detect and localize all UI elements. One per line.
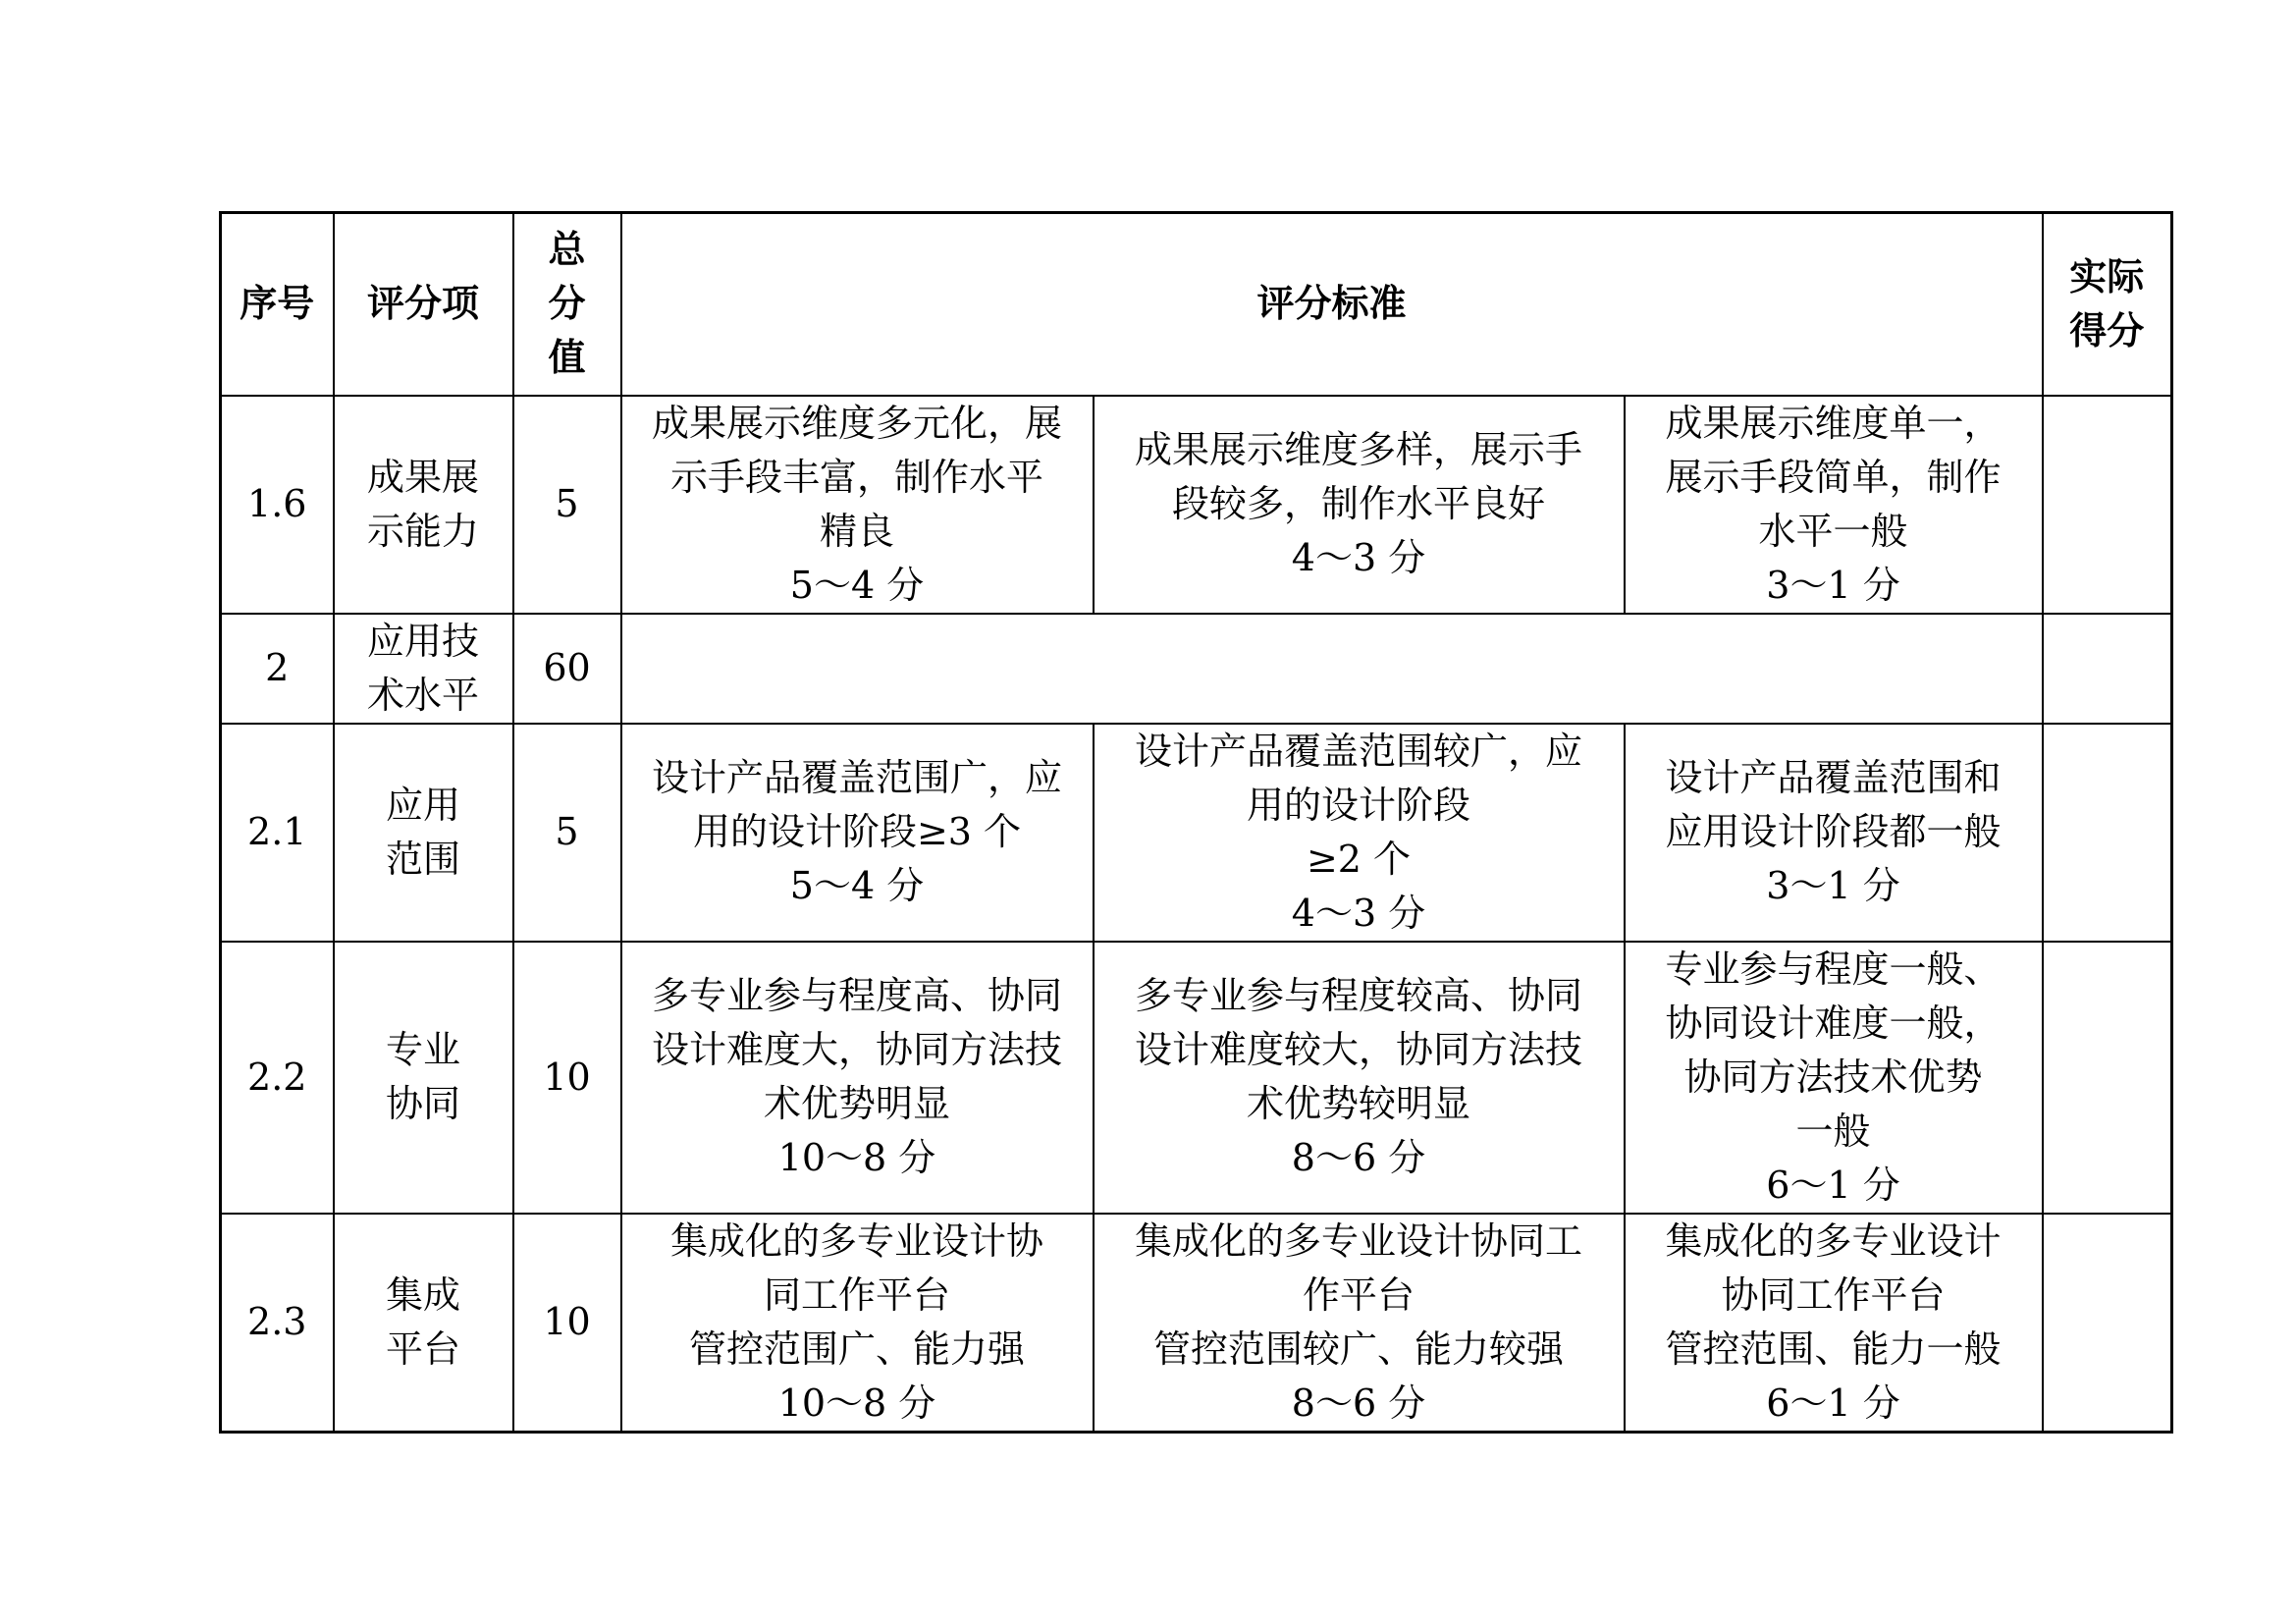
criteria-empty	[621, 614, 2043, 724]
header-item: 评分项	[334, 213, 513, 396]
header-no: 序号	[221, 213, 334, 396]
row-no: 1.6	[221, 396, 334, 614]
row-total: 10	[513, 1214, 621, 1433]
criteria-medium: 成果展示维度多样，展示手 段较多，制作水平良好 4～3 分	[1094, 396, 1625, 614]
row-item: 成果展 示能力	[334, 396, 513, 614]
row-item: 专业 协同	[334, 942, 513, 1214]
table-row	[221, 1214, 2172, 1433]
row-total: 10	[513, 942, 621, 1214]
row-no: 2.2	[221, 942, 334, 1214]
criteria-low: 专业参与程度一般、 协同设计难度一般， 协同方法技术优势 一般 6～1 分	[1625, 942, 2043, 1214]
criteria-medium: 设计产品覆盖范围较广，应 用的设计阶段 ≥2 个 4～3 分	[1094, 724, 1625, 942]
criteria-low: 成果展示维度单一， 展示手段简单，制作 水平一般 3～1 分	[1625, 396, 2043, 614]
actual-score-cell[interactable]	[2043, 1214, 2172, 1433]
row-item: 集成 平台	[334, 1214, 513, 1433]
actual-score-cell[interactable]	[2043, 614, 2172, 724]
scoring-table	[219, 211, 2173, 1434]
row-item: 应用技 术水平	[334, 614, 513, 724]
header-actual: 实际 得分	[2043, 213, 2172, 396]
criteria-medium: 多专业参与程度较高、协同 设计难度较大，协同方法技 术优势较明显 8～6 分	[1094, 942, 1625, 1214]
row-total: 5	[513, 724, 621, 942]
header-criteria: 评分标准	[621, 213, 2043, 396]
actual-score-cell[interactable]	[2043, 724, 2172, 942]
criteria-high: 多专业参与程度高、协同 设计难度大，协同方法技 术优势明显 10～8 分	[621, 942, 1094, 1214]
table-row	[221, 614, 2172, 724]
actual-score-cell[interactable]	[2043, 942, 2172, 1214]
row-total: 60	[513, 614, 621, 724]
actual-score-cell[interactable]	[2043, 396, 2172, 614]
criteria-medium: 集成化的多专业设计协同工 作平台 管控范围较广、能力较强 8～6 分	[1094, 1214, 1625, 1433]
row-no: 2	[221, 614, 334, 724]
table-row	[221, 942, 2172, 1214]
criteria-high: 成果展示维度多元化，展 示手段丰富，制作水平 精良 5～4 分	[621, 396, 1094, 614]
table-header-row	[221, 213, 2172, 396]
table-row	[221, 724, 2172, 942]
criteria-high: 集成化的多专业设计协 同工作平台 管控范围广、能力强 10～8 分	[621, 1214, 1094, 1433]
criteria-low: 集成化的多专业设计 协同工作平台 管控范围、能力一般 6～1 分	[1625, 1214, 2043, 1433]
row-total: 5	[513, 396, 621, 614]
table-row	[221, 396, 2172, 614]
row-item: 应用 范围	[334, 724, 513, 942]
header-total: 总 分 值	[513, 213, 621, 396]
criteria-low: 设计产品覆盖范围和 应用设计阶段都一般 3～1 分	[1625, 724, 2043, 942]
criteria-high: 设计产品覆盖范围广，应 用的设计阶段≥3 个 5～4 分	[621, 724, 1094, 942]
row-no: 2.1	[221, 724, 334, 942]
row-no: 2.3	[221, 1214, 334, 1433]
